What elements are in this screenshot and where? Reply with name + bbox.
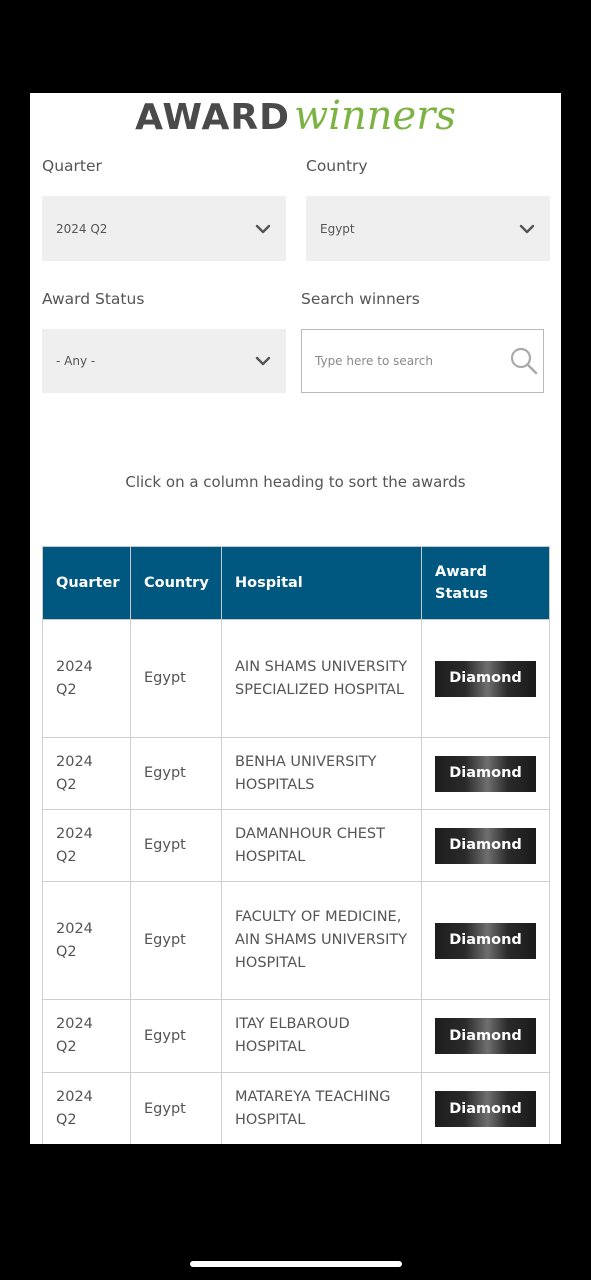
award-status-label: Award Status <box>42 290 145 308</box>
award-status-select-value: - Any - <box>56 354 96 368</box>
status-badge: Diamond <box>435 828 536 864</box>
search-label: Search winners <box>301 290 420 308</box>
page-title <box>30 93 561 141</box>
chevron-down-icon <box>254 220 272 238</box>
status-badge: Diamond <box>435 1091 536 1127</box>
cell-hospital: AIN SHAMS UNIVERSITY SPECIALIZED HOSPITAL <box>222 620 422 738</box>
cell-quarter: 2024 Q2 <box>43 810 131 882</box>
chevron-down-icon <box>254 352 272 370</box>
cell-hospital: BENHA UNIVERSITY HOSPITALS <box>222 738 422 810</box>
table-row <box>43 810 550 882</box>
country-label: Country <box>306 157 368 175</box>
cell-country: Egypt <box>131 620 222 738</box>
column-header-quarter[interactable]: Quarter <box>43 547 131 620</box>
chevron-down-icon <box>518 220 536 238</box>
column-header-country[interactable]: Country <box>131 547 222 620</box>
cell-quarter: 2024 Q2 <box>43 1000 131 1073</box>
cell-country: Egypt <box>131 882 222 1000</box>
table-row <box>43 1073 550 1145</box>
quarter-select[interactable] <box>42 196 286 261</box>
table-header-row <box>43 547 550 620</box>
quarter-select-value: 2024 Q2 <box>56 221 108 236</box>
search-input[interactable] <box>315 354 505 368</box>
status-badge: Diamond <box>435 1018 536 1054</box>
cell-award-status <box>422 882 550 1000</box>
cell-quarter: 2024 Q2 <box>43 620 131 738</box>
status-badge: Diamond <box>435 756 536 792</box>
quarter-label: Quarter <box>42 157 102 175</box>
country-select-value: Egypt <box>320 221 355 236</box>
cell-hospital: DAMANHOUR CHEST HOSPITAL <box>222 810 422 882</box>
app-screen <box>30 93 561 1144</box>
search-icon[interactable] <box>509 346 539 376</box>
cell-country: Egypt <box>131 1073 222 1145</box>
search-box <box>301 329 544 393</box>
cell-hospital: ITAY ELBAROUD HOSPITAL <box>222 1000 422 1073</box>
sort-hint: Click on a column heading to sort the awards <box>125 473 466 491</box>
cell-award-status <box>422 1073 550 1145</box>
cell-hospital: MATAREYA TEACHING HOSPITAL <box>222 1073 422 1145</box>
table-row <box>43 1000 550 1073</box>
country-select[interactable] <box>306 196 550 261</box>
awards-table <box>42 546 550 1144</box>
cell-quarter: 2024 Q2 <box>43 738 131 810</box>
status-badge: Diamond <box>435 661 536 697</box>
cell-award-status <box>422 1000 550 1073</box>
cell-country: Egypt <box>131 1000 222 1073</box>
table-row <box>43 738 550 810</box>
column-header-hospital[interactable]: Hospital <box>222 547 422 620</box>
title-award: AWARD <box>135 97 290 138</box>
status-badge: Diamond <box>435 923 536 959</box>
cell-hospital: FACULTY OF MEDICINE, AIN SHAMS UNIVERSITY HOSPITAL <box>222 882 422 1000</box>
table-row <box>43 882 550 1000</box>
cell-quarter: 2024 Q2 <box>43 882 131 1000</box>
column-header-award-status[interactable]: Award Status <box>422 547 550 620</box>
title-winners: winners <box>293 93 456 139</box>
cell-award-status <box>422 620 550 738</box>
cell-quarter: 2024 Q2 <box>43 1073 131 1145</box>
table-row <box>43 620 550 738</box>
cell-country: Egypt <box>131 810 222 882</box>
cell-country: Egypt <box>131 738 222 810</box>
award-status-select[interactable] <box>42 329 286 393</box>
cell-award-status <box>422 810 550 882</box>
cell-award-status <box>422 738 550 810</box>
home-indicator[interactable] <box>190 1261 402 1267</box>
